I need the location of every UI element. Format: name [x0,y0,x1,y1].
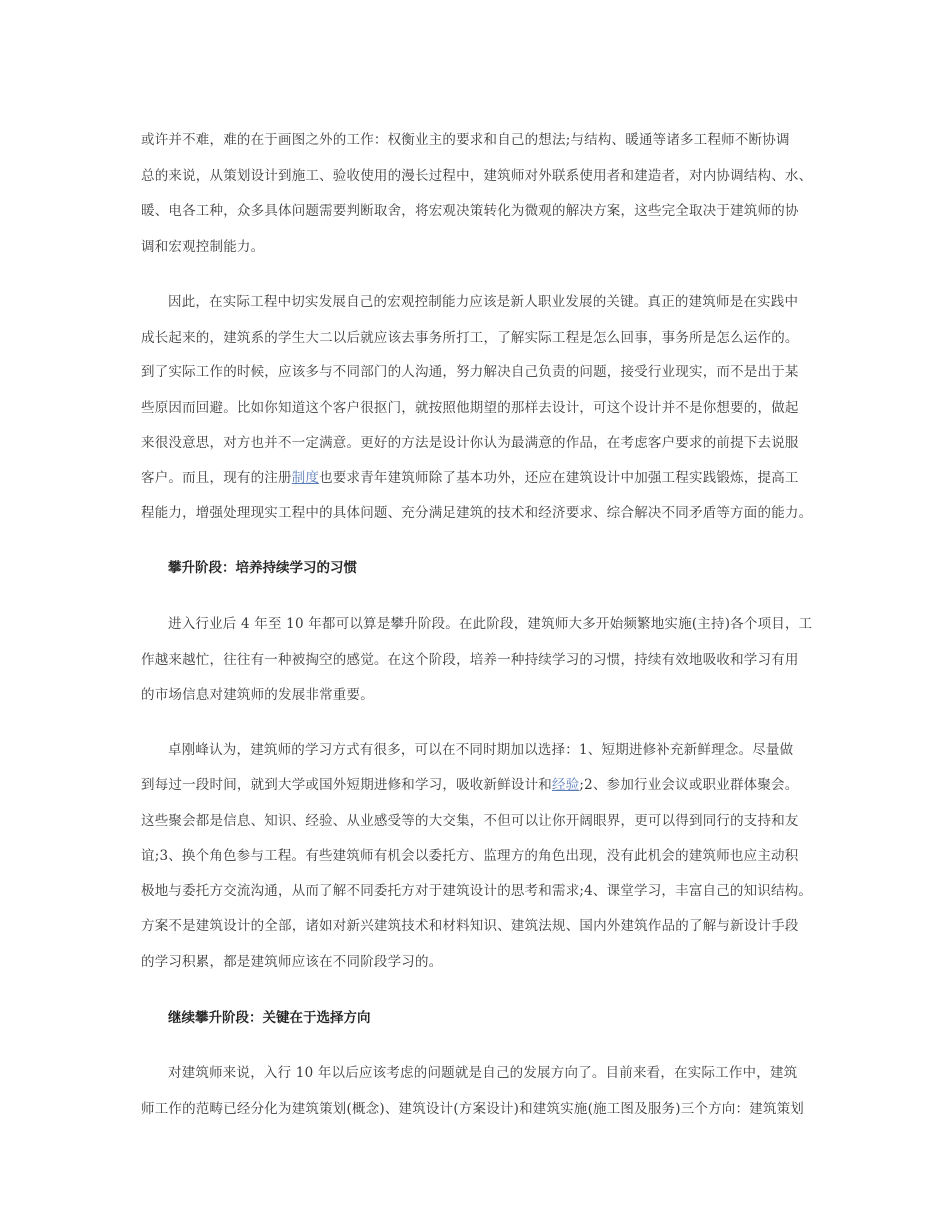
paragraph-4-line-3: 这些聚会都是信息、知识、经验、从业感受等的大交集，不但可以让你开阔眼界，更可以得到同行的支持和友 [141,813,799,829]
paragraph-2-line-6 [141,468,799,488]
paragraph-4-line-5: 极地与委托方交流沟通，从而了解不同委托方对于建筑设计的思考和需求;4、课堂学习，丰富自己的知识结构。 [141,883,813,899]
link-jingyan[interactable]: 经验 [552,777,580,793]
link-zhidu[interactable]: 制度 [291,470,320,486]
paragraph-2-line-6-text-after: 也要求青年建筑师除了基本功外，还应在建筑设计中加强工程实践锻炼，提高工 [319,470,799,486]
section-heading-climbing-stage: 攀升阶段：培养持续学习的习惯 [168,560,357,576]
paragraph-2-line-6-text-before: 客户。而且，现有的注册 [141,470,292,486]
paragraph-2-line-1: 因此，在实际工程中切实发展自己的宏观控制能力应该是新人职业发展的关键。真正的建筑师是在实践中 [168,294,799,310]
paragraph-1-line-3: 暖、电各工种，众多具体问题需要判断取舍，将宏观决策转化为微观的解决方案，这些完全取决于建筑师的协 [141,203,799,219]
paragraph-4-line-2 [141,775,798,795]
paragraph-2-line-2: 成长起来的，建筑系的学生大二以后就应该去事务所打工，了解实际工程是怎么回事，事务所是怎么运作的。 [141,330,799,346]
paragraph-2-line-4: 些原因而回避。比如你知道这个客户很抠门，就按照他期望的那样去设计，可这个设计并不是你想要的，做起 [141,400,799,416]
paragraph-4-line-1: 卓刚峰认为，建筑师的学习方式有很多，可以在不同时期加以选择：1、短期进修补充新鲜理念。尽量做 [168,742,794,758]
paragraph-2-line-3: 到了实际工作的时候，应该多与不同部门的人沟通，努力解决自己负责的问题，接受行业现实，而不是出于某 [141,364,799,380]
paragraph-4-line-6: 方案不是建筑设计的全部，诸如对新兴建筑技术和材料知识、建筑法规、国内外建筑作品的了解与新设计手段 [141,918,799,934]
paragraph-5-line-2: 师工作的范畴已经分化为建筑策划(概念)、建筑设计(方案设计)和建筑实施(施工图及服务)三个方向：建筑策划 [141,1101,804,1117]
paragraph-1-line-2: 总的来说，从策划设计到施工、验收使用的漫长过程中，建筑师对外联系使用者和建造者，对内协调结构、水、 [141,168,813,184]
paragraph-5-line-1: 对建筑师来说，入行 10 年以后应该考虑的问题就是自己的发展方向了。目前来看，在实际工作中，建筑 [168,1065,798,1081]
paragraph-4-line-4: 谊;3、换个角色参与工程。有些建筑师有机会以委托方、监理方的角色出现，没有此机会的建筑师也应主动积 [141,848,799,864]
paragraph-4-line-2-text-before: 到每过一段时间，就到大学或国外短期进修和学习，吸收新鲜设计和 [141,777,552,793]
paragraph-3-line-1: 进入行业后 4 年至 10 年都可以算是攀升阶段。在此阶段，建筑师大多开始频繁地实施(主持)各个项目，工 [168,616,813,632]
paragraph-4-line-7: 的学习积累，都是建筑师应该在不同阶段学习的。 [141,954,443,970]
paragraph-4-line-2-text-after: ;2、参加行业会议或职业群体聚会。 [579,777,799,793]
paragraph-1-line-4: 调和宏观控制能力。 [141,239,265,255]
paragraph-2-line-5: 来很没意思，对方也并不一定满意。更好的方法是设计你认为最满意的作品，在考虑客户要求的前提下去说服 [141,435,799,451]
paragraph-3-line-2: 作越来越忙，往往有一种被掏空的感觉。在这个阶段，培养一种持续学习的习惯，持续有效地吸收和学习有用 [141,652,799,668]
section-heading-continued-climbing: 继续攀升阶段：关键在于选择方向 [168,1010,371,1026]
paragraph-3-line-3: 的市场信息对建筑师的发展非常重要。 [141,687,374,703]
paragraph-2-line-7: 程能力，增强处理现实工程中的具体问题、充分满足建筑的技术和经济要求、综合解决不同矛盾等方面的能力。 [141,505,813,521]
paragraph-1-line-1: 或许并不难，难的在于画图之外的工作：权衡业主的要求和自己的想法;与结构、暖通等诸多工程师不断协调 [141,132,790,148]
